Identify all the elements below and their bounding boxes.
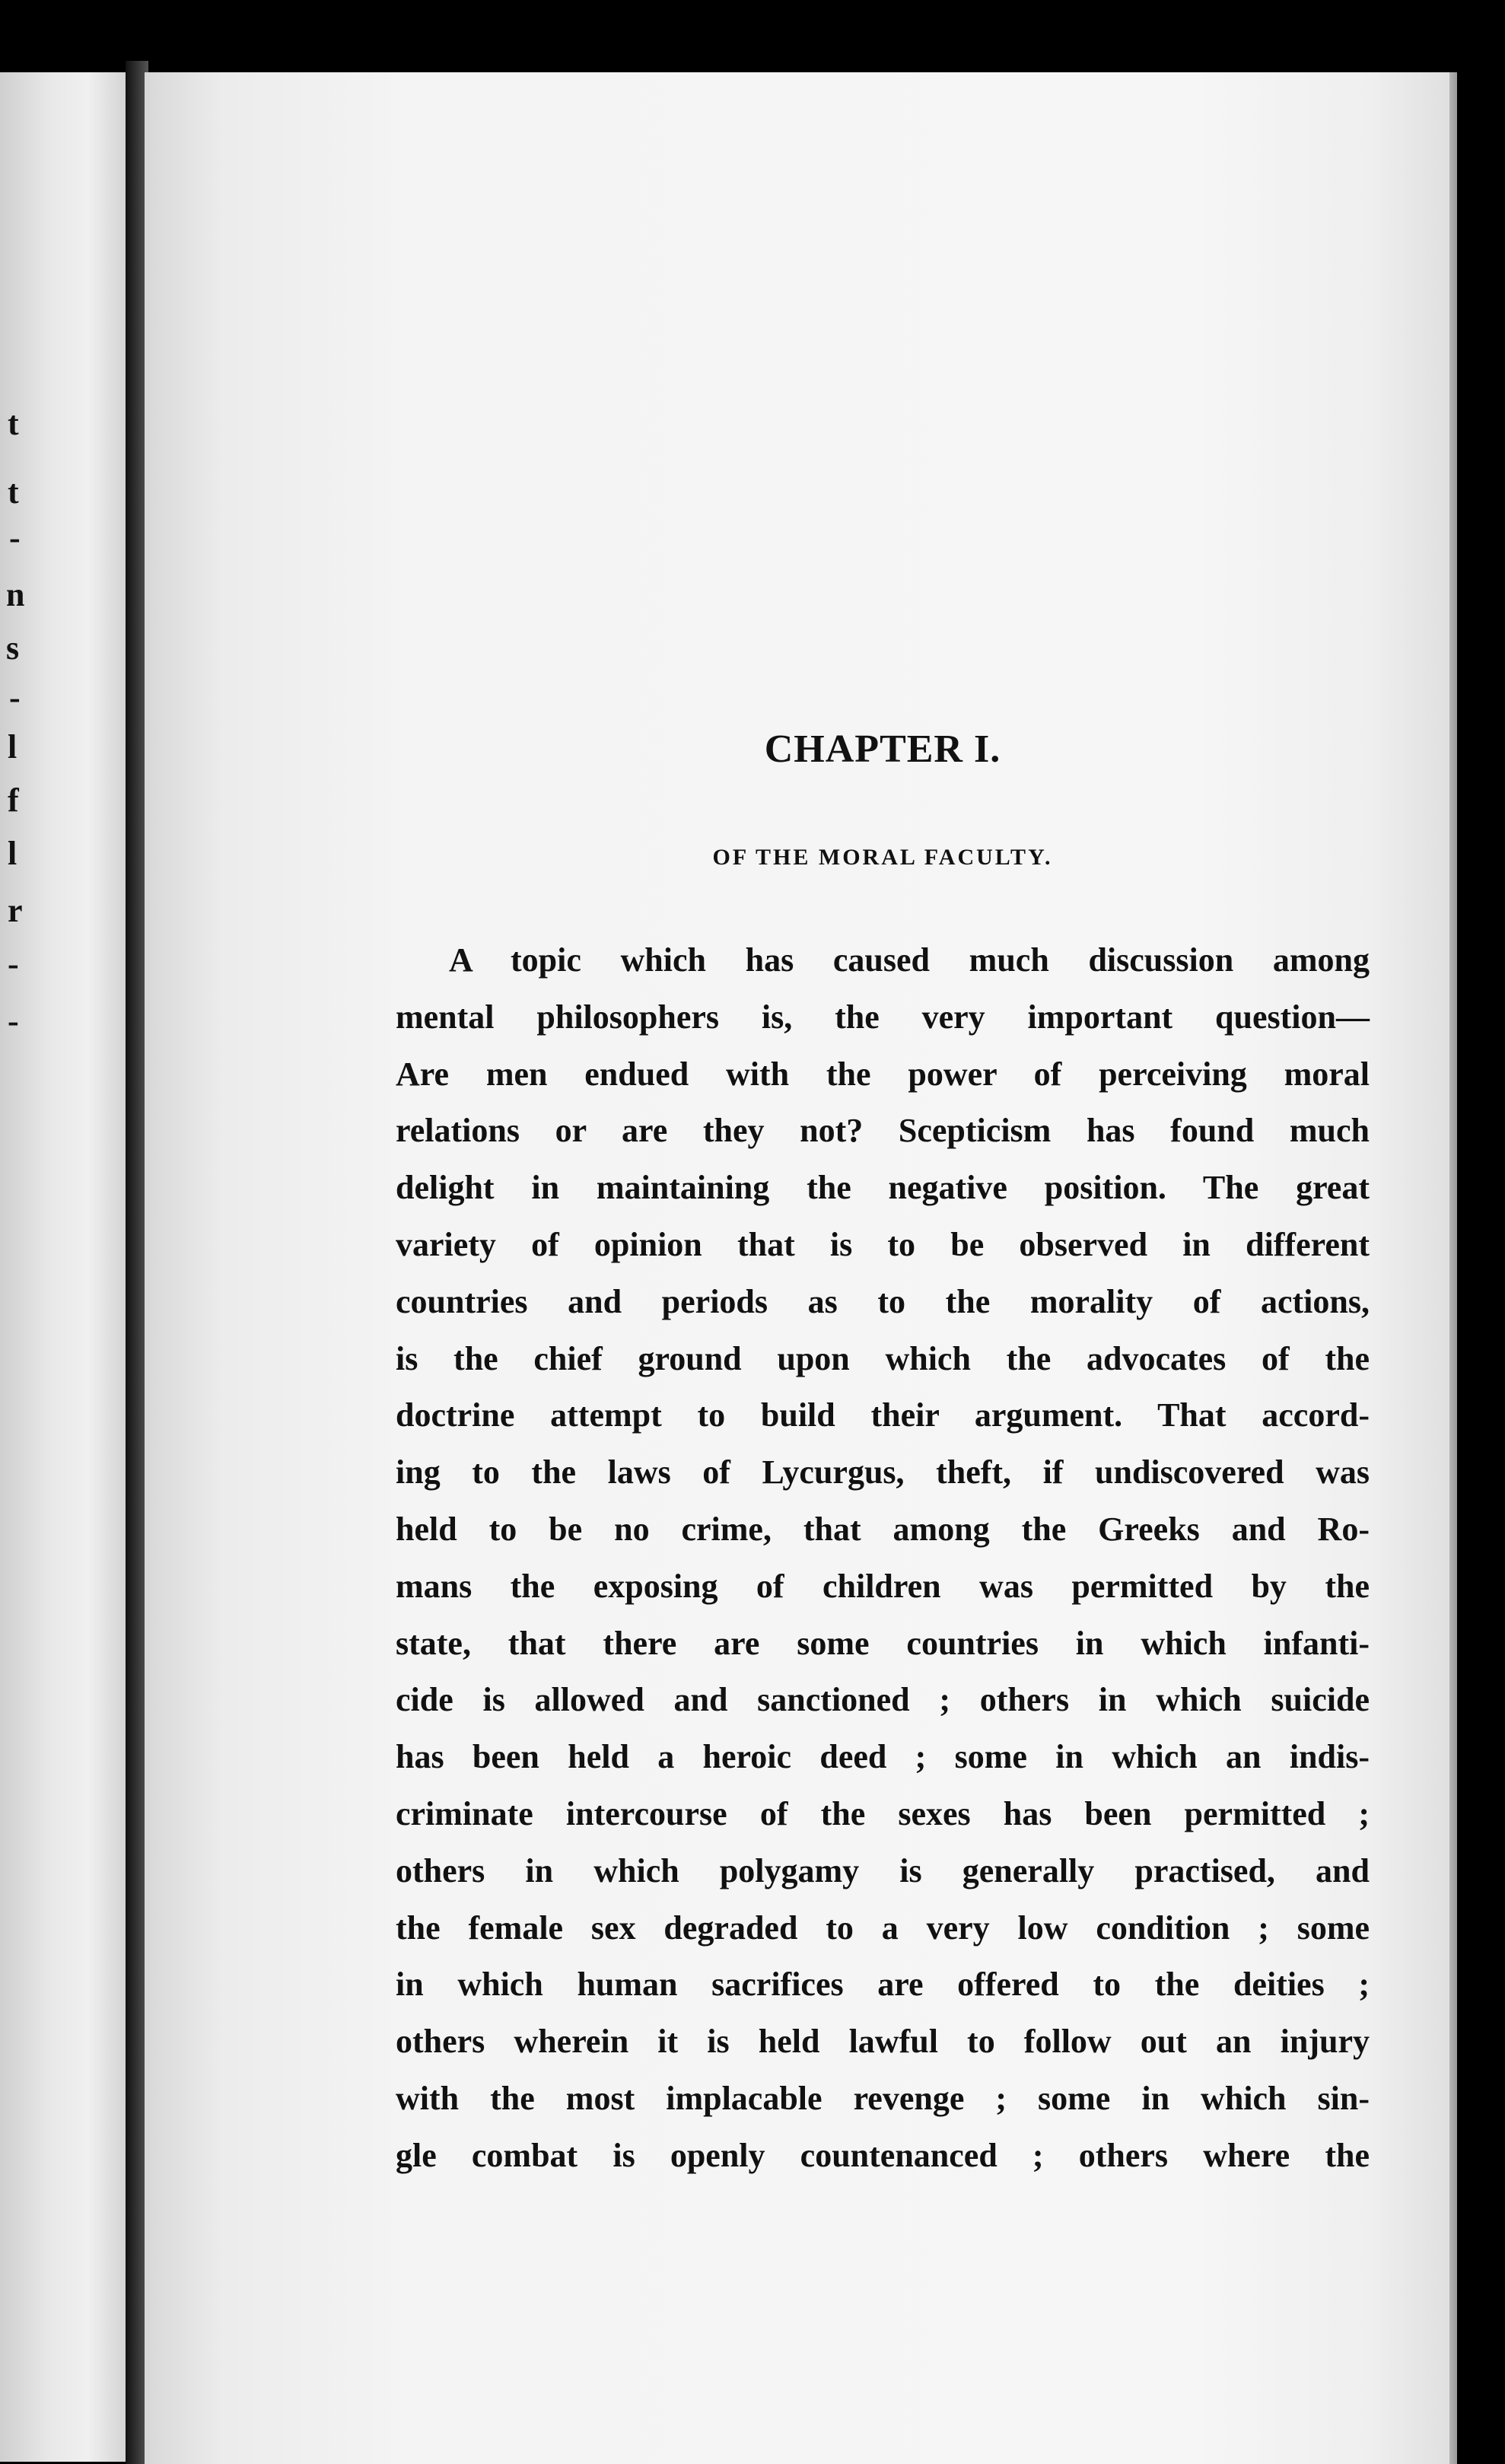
left-page-fragment: t [8, 473, 19, 511]
text-line: others in which polygamy is generally practised, and [396, 1851, 1370, 1889]
left-page-fragment: t [8, 405, 19, 442]
left-page-fragment: - [8, 945, 19, 982]
text-line: mental philosophers is, the very important question— [396, 998, 1370, 1036]
text-line: with the most implacable revenge ; some in which sin- [396, 2079, 1370, 2117]
text-line: criminate intercourse of the sexes has been permitted ; [396, 1794, 1370, 1832]
text-line: held to be no crime, that among the Greeks and Ro- [396, 1510, 1370, 1548]
text-line: mans the exposing of children was permitted by the [396, 1567, 1370, 1605]
left-page-fragment: f [8, 782, 19, 819]
text-line: variety of opinion that is to be observed in different [396, 1225, 1370, 1263]
left-page-fragment: - [9, 679, 21, 716]
body-text [396, 932, 1370, 2185]
text-line: relations or are they not? Scepticism has found much [396, 1112, 1370, 1150]
text-line: ing to the laws of Lycurgus, theft, if undiscovered was [396, 1453, 1370, 1491]
text-line: doctrine attempt to build their argument. That accord- [396, 1396, 1370, 1434]
left-page-fragment: l [8, 835, 18, 872]
chapter-subtitle: OF THE MORAL FACULTY. [712, 845, 1053, 870]
left-page-fragment: n [6, 576, 25, 613]
text-line: is the chief ground upon which the advocates of the [396, 1339, 1370, 1377]
text-line: delight in maintaining the negative position. The great [396, 1169, 1370, 1207]
text-line: cide is allowed and sanctioned ; others in which suicide [396, 1681, 1370, 1719]
chapter-title: CHAPTER I. [764, 727, 1001, 771]
text-line: has been held a heroic deed ; some in which an indis- [396, 1738, 1370, 1776]
left-page-sliver [0, 72, 126, 2462]
text-line: gle combat is openly countenanced ; others where the [396, 2136, 1370, 2174]
right-page [145, 72, 1449, 2464]
text-line: state, that there are some countries in which infanti- [396, 1624, 1370, 1662]
left-page-fragment: s [6, 629, 20, 667]
left-page-fragment: - [8, 1002, 19, 1039]
text-line: A topic which has caused much discussion among [449, 941, 1370, 979]
text-line: others wherein it is held lawful to follow out an injury [396, 2023, 1370, 2061]
text-line: the female sex degraded to a very low condition ; some [396, 1908, 1370, 1947]
text-line: countries and periods as to the morality of actions, [396, 1282, 1370, 1320]
text-line: Are men endued with the power of perceiving moral [396, 1055, 1370, 1093]
left-page-fragment: - [9, 519, 21, 556]
left-page-fragment: r [8, 892, 23, 929]
text-line: in which human sacrifices are offered to the deities ; [396, 1966, 1370, 2004]
left-page-fragment: l [8, 728, 18, 766]
